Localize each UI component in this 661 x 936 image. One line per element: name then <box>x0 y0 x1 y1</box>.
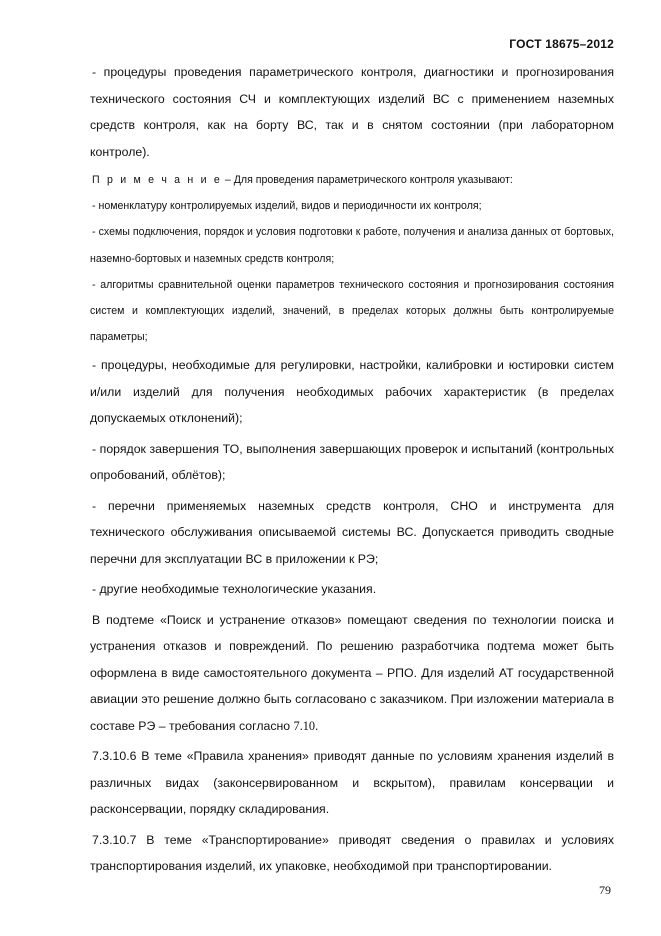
paragraph-adjustment-procedures: - процедуры, необходимые для регулировки, настройки, калибровки и юстировки систем и/или изделий для получения необходимых рабочих характеристик (в пределах допускаемых отклонений); <box>90 358 614 426</box>
paragraph-parametric-control <box>90 59 614 165</box>
paragraph-text: В подтеме «Поиск и устранение отказов» помещают сведения по технологии поиска и устранения отказов и повреждений. По решению разработчика подтема может быть оформлена в виде самостоятельного документа – РПО. Для изделий АТ государственной авиации это решение должно быть согласовано с заказчиком. При изложении материала в составе РЭ – требования согласно <box>90 612 614 733</box>
paragraph-equipment-lists: - перечни применяемых наземных средств контроля, СНО и инструмента для технического обслуживания описываемой системы ВС. Допускается приводить сводные перечни для эксплуатации ВС в приложении к РЭ; <box>90 498 614 566</box>
paragraph-completion-order: - порядок завершения ТО, выполнения завершающих проверок и испытаний (контрольных опробований, облётов); <box>90 441 614 483</box>
page-number: 79 <box>599 883 611 897</box>
document-code-header: ГОСТ 18675–2012 <box>509 37 614 51</box>
note-item-connection-schemes: - схемы подключения, порядок и условия подготовки к работе, получения и анализа данных от бортовых, наземно-бортовых и наземных средств контроля; <box>90 226 614 265</box>
section-reference: 7.10. <box>293 718 319 733</box>
paragraph-troubleshooting <box>90 607 614 740</box>
paragraph-storage-rules: 7.3.10.6 В теме «Правила хранения» приводят данные по условиям хранения изделий в различных видах (законсервированном и вскрытом), правилам консервации и расконсервации, порядку складирования. <box>90 749 614 817</box>
note-paragraph <box>90 167 614 193</box>
note-text: – Для проведения параметрического контроля указывают: <box>221 174 513 186</box>
paragraph-text: - процедуры проведения параметрического контроля, диагностики и прогнозирования технического состояния СЧ и комплектующих изделий ВС с применением наземных средств контроля, как на борту ВС, так и в снятом состоянии (при лабораторном контроле). <box>90 65 614 159</box>
paragraph-other-instructions: - другие необходимые технологические указания. <box>92 582 377 597</box>
note-item-nomenclature: - номенклатуру контролируемых изделий, видов и периодичности их контроля; <box>92 200 482 213</box>
page-body <box>90 59 614 880</box>
paragraph-transportation: 7.3.10.7 В теме «Транспортирование» приводят сведения о правилах и условиях транспортирования изделий, их упаковке, необходимой при транспортировании. <box>90 832 614 874</box>
note-item-algorithms: - алгоритмы сравнительной оценки параметров технического состояния и прогнозирования состояния систем и комплектующих изделий, значений, в пределах которых должны быть контролируемые параметры; <box>90 278 614 344</box>
note-label: П р и м е ч а н и е <box>92 174 222 186</box>
